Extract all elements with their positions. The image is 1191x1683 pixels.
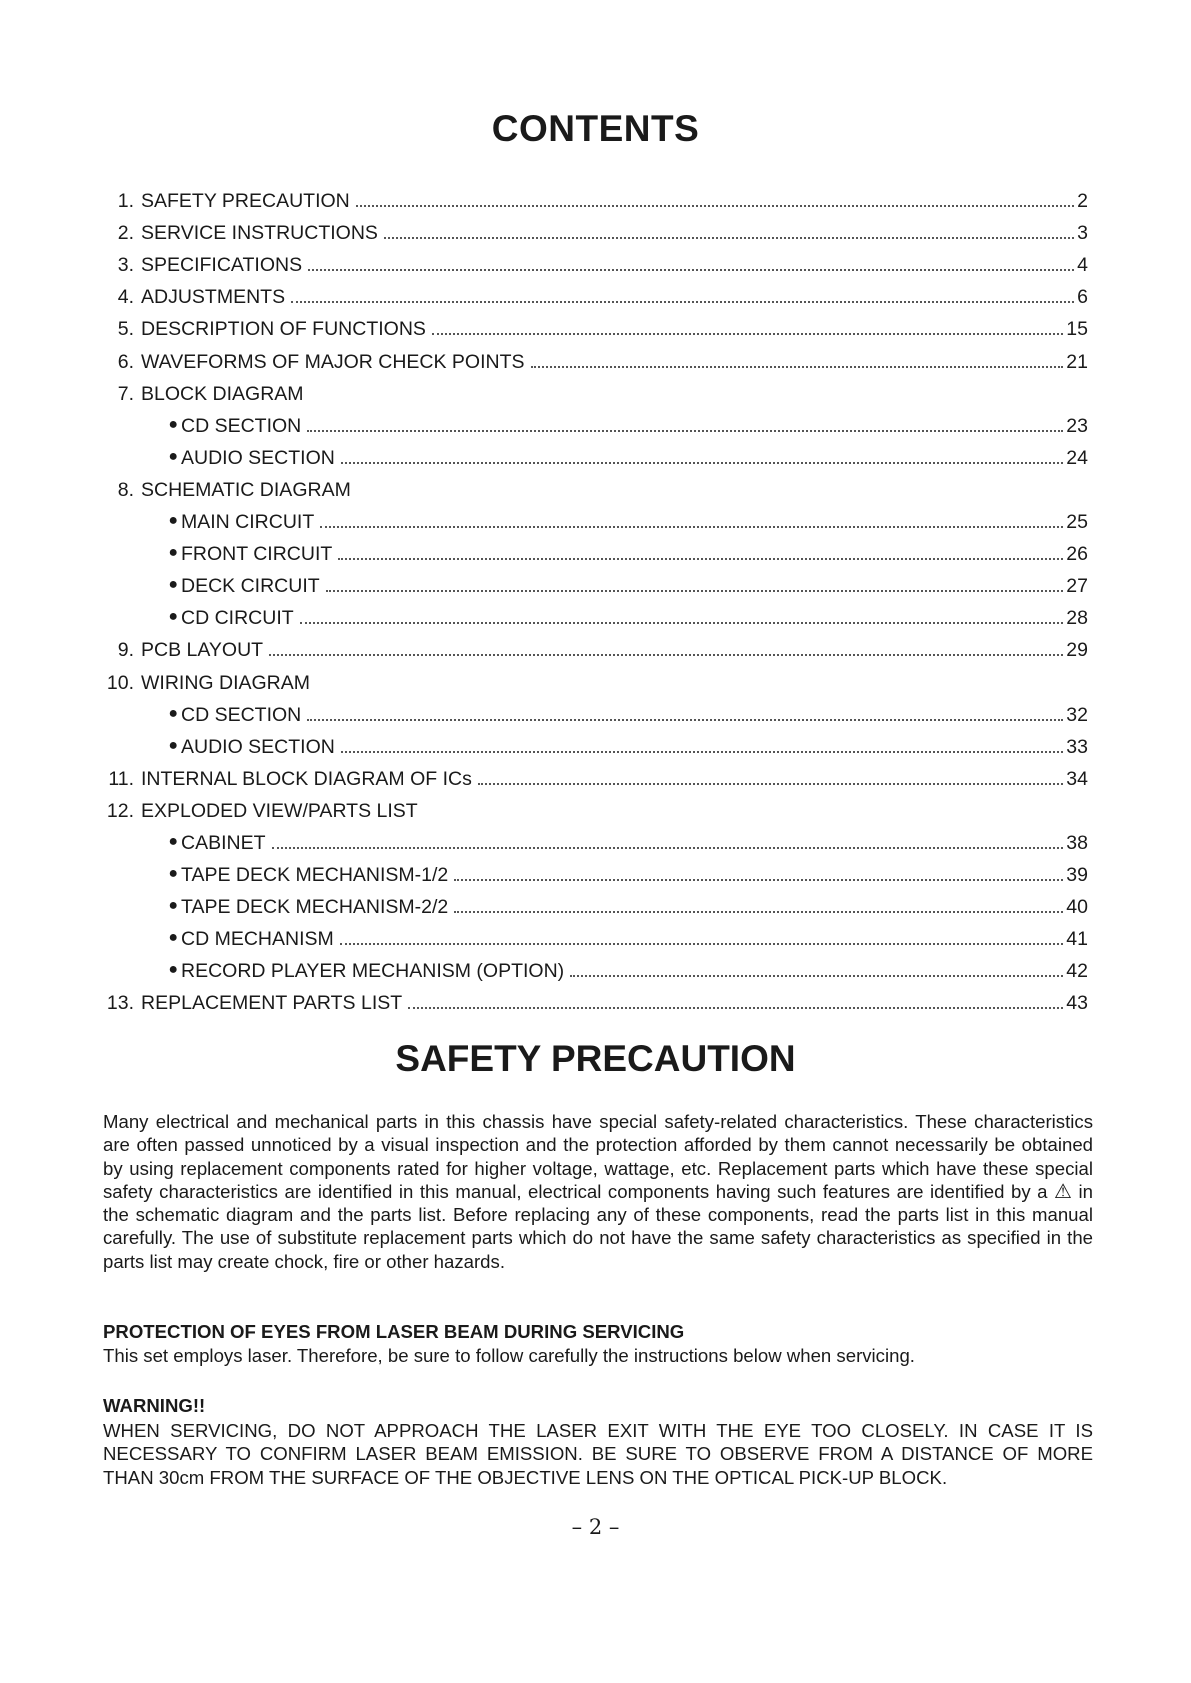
- toc-row: [103, 340, 1088, 372]
- toc-label: SPECIFICATIONS: [141, 254, 303, 277]
- safety-paragraph-part-2: in the schematic diagram and the parts list. Before replacing any of these components, read the parts list in this manual carefully. The use of substitute replacement parts which do not have the same safety characteristics as specified in the parts list may create chock, fire or other hazards.: [103, 1180, 1094, 1272]
- toc-page-number: 23: [1066, 414, 1088, 437]
- toc-leader-dots: [308, 269, 1074, 271]
- toc-row: [103, 501, 1088, 533]
- toc-page-number: 29: [1066, 639, 1088, 662]
- toc-label: AUDIO SECTION: [181, 735, 335, 758]
- toc-label: REPLACEMENT PARTS LIST: [141, 992, 403, 1015]
- toc-page-number: 26: [1066, 543, 1088, 566]
- toc-row: [103, 629, 1088, 661]
- toc-page-number: 4: [1077, 254, 1088, 277]
- toc-row: [103, 276, 1088, 308]
- toc-page-number: 32: [1066, 703, 1088, 726]
- warning-triangle-icon: ⚠: [1054, 1180, 1072, 1203]
- toc-leader-dots: [307, 719, 1063, 721]
- toc-row: [103, 405, 1088, 437]
- toc-label: DESCRIPTION OF FUNCTIONS: [141, 318, 426, 341]
- toc-page-number: 21: [1066, 350, 1088, 373]
- toc-leader-dots: [432, 333, 1063, 335]
- toc-label: FRONT CIRCUIT: [181, 543, 333, 566]
- laser-protection-heading: PROTECTION OF EYES FROM LASER BEAM DURING SERVICING: [103, 1321, 685, 1342]
- toc-number: 6.: [117, 350, 134, 373]
- toc-page-number: 33: [1066, 735, 1088, 758]
- bullet-icon: ●: [168, 704, 178, 722]
- toc-leader-dots: [408, 1007, 1063, 1009]
- toc-number: 11.: [108, 767, 134, 790]
- page-number: – 2 –: [571, 1515, 620, 1539]
- toc-row: [103, 244, 1088, 276]
- toc-label: CD SECTION: [181, 414, 302, 437]
- toc-label: CD SECTION: [181, 703, 302, 726]
- bullet-icon: ●: [168, 576, 178, 594]
- toc-leader-dots: [300, 622, 1064, 624]
- toc-page-number: 39: [1066, 864, 1088, 887]
- toc-label: SCHEMATIC DIAGRAM: [141, 478, 351, 501]
- toc-number: 10.: [106, 671, 134, 694]
- bullet-icon: ●: [168, 544, 178, 562]
- toc-number: 13.: [106, 992, 134, 1015]
- bullet-icon: ●: [168, 447, 178, 465]
- toc-page-number: 38: [1066, 831, 1088, 854]
- toc-page-number: 27: [1066, 575, 1088, 598]
- toc-page-number: 43: [1066, 992, 1088, 1015]
- toc-leader-dots: [326, 590, 1064, 592]
- toc-row: [103, 308, 1088, 340]
- toc-row: [103, 373, 1088, 405]
- toc-row: [103, 469, 1088, 501]
- toc-leader-dots: [531, 366, 1064, 368]
- toc-row: [103, 822, 1088, 854]
- toc-leader-dots: [269, 654, 1063, 656]
- toc-leader-dots: [320, 526, 1063, 528]
- toc-leader-dots: [272, 847, 1064, 849]
- bullet-icon: ●: [168, 897, 178, 915]
- toc-row: [103, 982, 1088, 1014]
- toc-row: [103, 790, 1088, 822]
- warning-text: WHEN SERVICING, DO NOT APPROACH THE LASER EXIT WITH THE EYE TOO CLOSELY. IN CASE IT IS NECESSARY TO CONFIRM LASER BEAM EMISSION. BE SURE TO OBSERVE FROM A DISTANCE OF MORE THAN 30cm FROM THE SURFACE OF THE OBJECTIVE LENS ON THE OPTICAL PICK-UP BLOCK.: [103, 1420, 1093, 1488]
- toc-page-number: 34: [1066, 767, 1088, 790]
- toc-label: TAPE DECK MECHANISM-2/2: [181, 896, 449, 919]
- contents-title: CONTENTS: [491, 108, 700, 149]
- bullet-icon: ●: [168, 929, 178, 947]
- toc-page-number: 40: [1066, 896, 1088, 919]
- toc-number: 2.: [117, 222, 134, 245]
- bullet-icon: ●: [168, 512, 178, 530]
- safety-paragraph: [103, 1110, 1093, 1273]
- toc-row: [103, 950, 1088, 982]
- toc-label: WIRING DIAGRAM: [141, 671, 310, 694]
- toc-row: [103, 212, 1088, 244]
- toc-page-number: 15: [1066, 318, 1088, 341]
- toc-label: DECK CIRCUIT: [181, 575, 320, 598]
- toc-row: [103, 533, 1088, 565]
- toc-leader-dots: [291, 301, 1074, 303]
- table-of-contents: [103, 180, 1088, 1014]
- toc-row: [103, 597, 1088, 629]
- toc-number: 5.: [117, 318, 134, 341]
- toc-leader-dots: [478, 783, 1063, 785]
- toc-label: CD MECHANISM: [181, 928, 334, 951]
- safety-precaution-title: SAFETY PRECAUTION: [395, 1038, 796, 1079]
- toc-label: BLOCK DIAGRAM: [141, 382, 304, 405]
- toc-leader-dots: [384, 237, 1074, 239]
- toc-page-number: 25: [1066, 511, 1088, 534]
- toc-leader-dots: [338, 558, 1063, 560]
- toc-leader-dots: [454, 879, 1063, 881]
- toc-number: 7.: [117, 382, 134, 405]
- toc-label: PCB LAYOUT: [141, 639, 264, 662]
- toc-row: [103, 886, 1088, 918]
- warning-heading: WARNING!!: [103, 1395, 206, 1416]
- toc-leader-dots: [570, 975, 1063, 977]
- toc-leader-dots: [341, 751, 1063, 753]
- toc-label: CABINET: [181, 831, 266, 854]
- toc-page-number: 3: [1077, 222, 1088, 245]
- toc-row: [103, 565, 1088, 597]
- bullet-icon: ●: [168, 961, 178, 979]
- toc-row: [103, 661, 1088, 693]
- laser-protection-text: This set employs laser. Therefore, be sure to follow carefully the instructions below when servicing.: [103, 1345, 915, 1366]
- toc-row: [103, 726, 1088, 758]
- toc-number: 9.: [117, 639, 134, 662]
- toc-leader-dots: [307, 430, 1063, 432]
- toc-page-number: 41: [1066, 928, 1088, 951]
- toc-row: [103, 180, 1088, 212]
- toc-label: INTERNAL BLOCK DIAGRAM OF ICs: [141, 767, 472, 790]
- toc-label: CD CIRCUIT: [181, 607, 294, 630]
- toc-label: SERVICE INSTRUCTIONS: [141, 222, 378, 245]
- toc-page-number: 6: [1077, 286, 1088, 309]
- safety-paragraph-part-1: Many electrical and mechanical parts in this chassis have special safety-related characteristics. These characteristics are often passed unnoticed by a visual inspection and the protection afforded by them cannot necessarily be obtained by using replacement components rated for higher voltage, wattage, etc. Replacement parts which have these special safety characteristics are identified in this manual, electrical components having such features are identified by a: [103, 1111, 1093, 1202]
- toc-page-number: 28: [1066, 607, 1088, 630]
- toc-label: ADJUSTMENTS: [141, 286, 286, 309]
- toc-row: [103, 758, 1088, 790]
- toc-row: [103, 437, 1088, 469]
- bullet-icon: ●: [168, 832, 178, 850]
- toc-label: MAIN CIRCUIT: [181, 511, 315, 534]
- toc-number: 1.: [117, 190, 134, 213]
- toc-row: [103, 854, 1088, 886]
- bullet-icon: ●: [168, 608, 178, 626]
- bullet-icon: ●: [168, 736, 178, 754]
- toc-number: 4.: [117, 286, 134, 309]
- toc-label: RECORD PLAYER MECHANISM (OPTION): [181, 960, 565, 983]
- toc-number: 12.: [106, 799, 134, 822]
- toc-row: [103, 918, 1088, 950]
- toc-label: EXPLODED VIEW/PARTS LIST: [141, 799, 418, 822]
- toc-leader-dots: [341, 462, 1063, 464]
- toc-label: WAVEFORMS OF MAJOR CHECK POINTS: [141, 350, 525, 373]
- toc-page-number: 24: [1066, 446, 1088, 469]
- bullet-icon: ●: [168, 865, 178, 883]
- toc-number: 8.: [117, 478, 134, 501]
- toc-label: SAFETY PRECAUTION: [141, 190, 350, 213]
- toc-page-number: 2: [1077, 190, 1088, 213]
- bullet-icon: ●: [168, 415, 178, 433]
- toc-leader-dots: [340, 943, 1064, 945]
- toc-page-number: 42: [1066, 960, 1088, 983]
- toc-number: 3.: [117, 254, 134, 277]
- toc-label: TAPE DECK MECHANISM-1/2: [181, 864, 449, 887]
- toc-row: [103, 694, 1088, 726]
- toc-leader-dots: [356, 205, 1074, 207]
- toc-leader-dots: [454, 911, 1063, 913]
- toc-label: AUDIO SECTION: [181, 446, 335, 469]
